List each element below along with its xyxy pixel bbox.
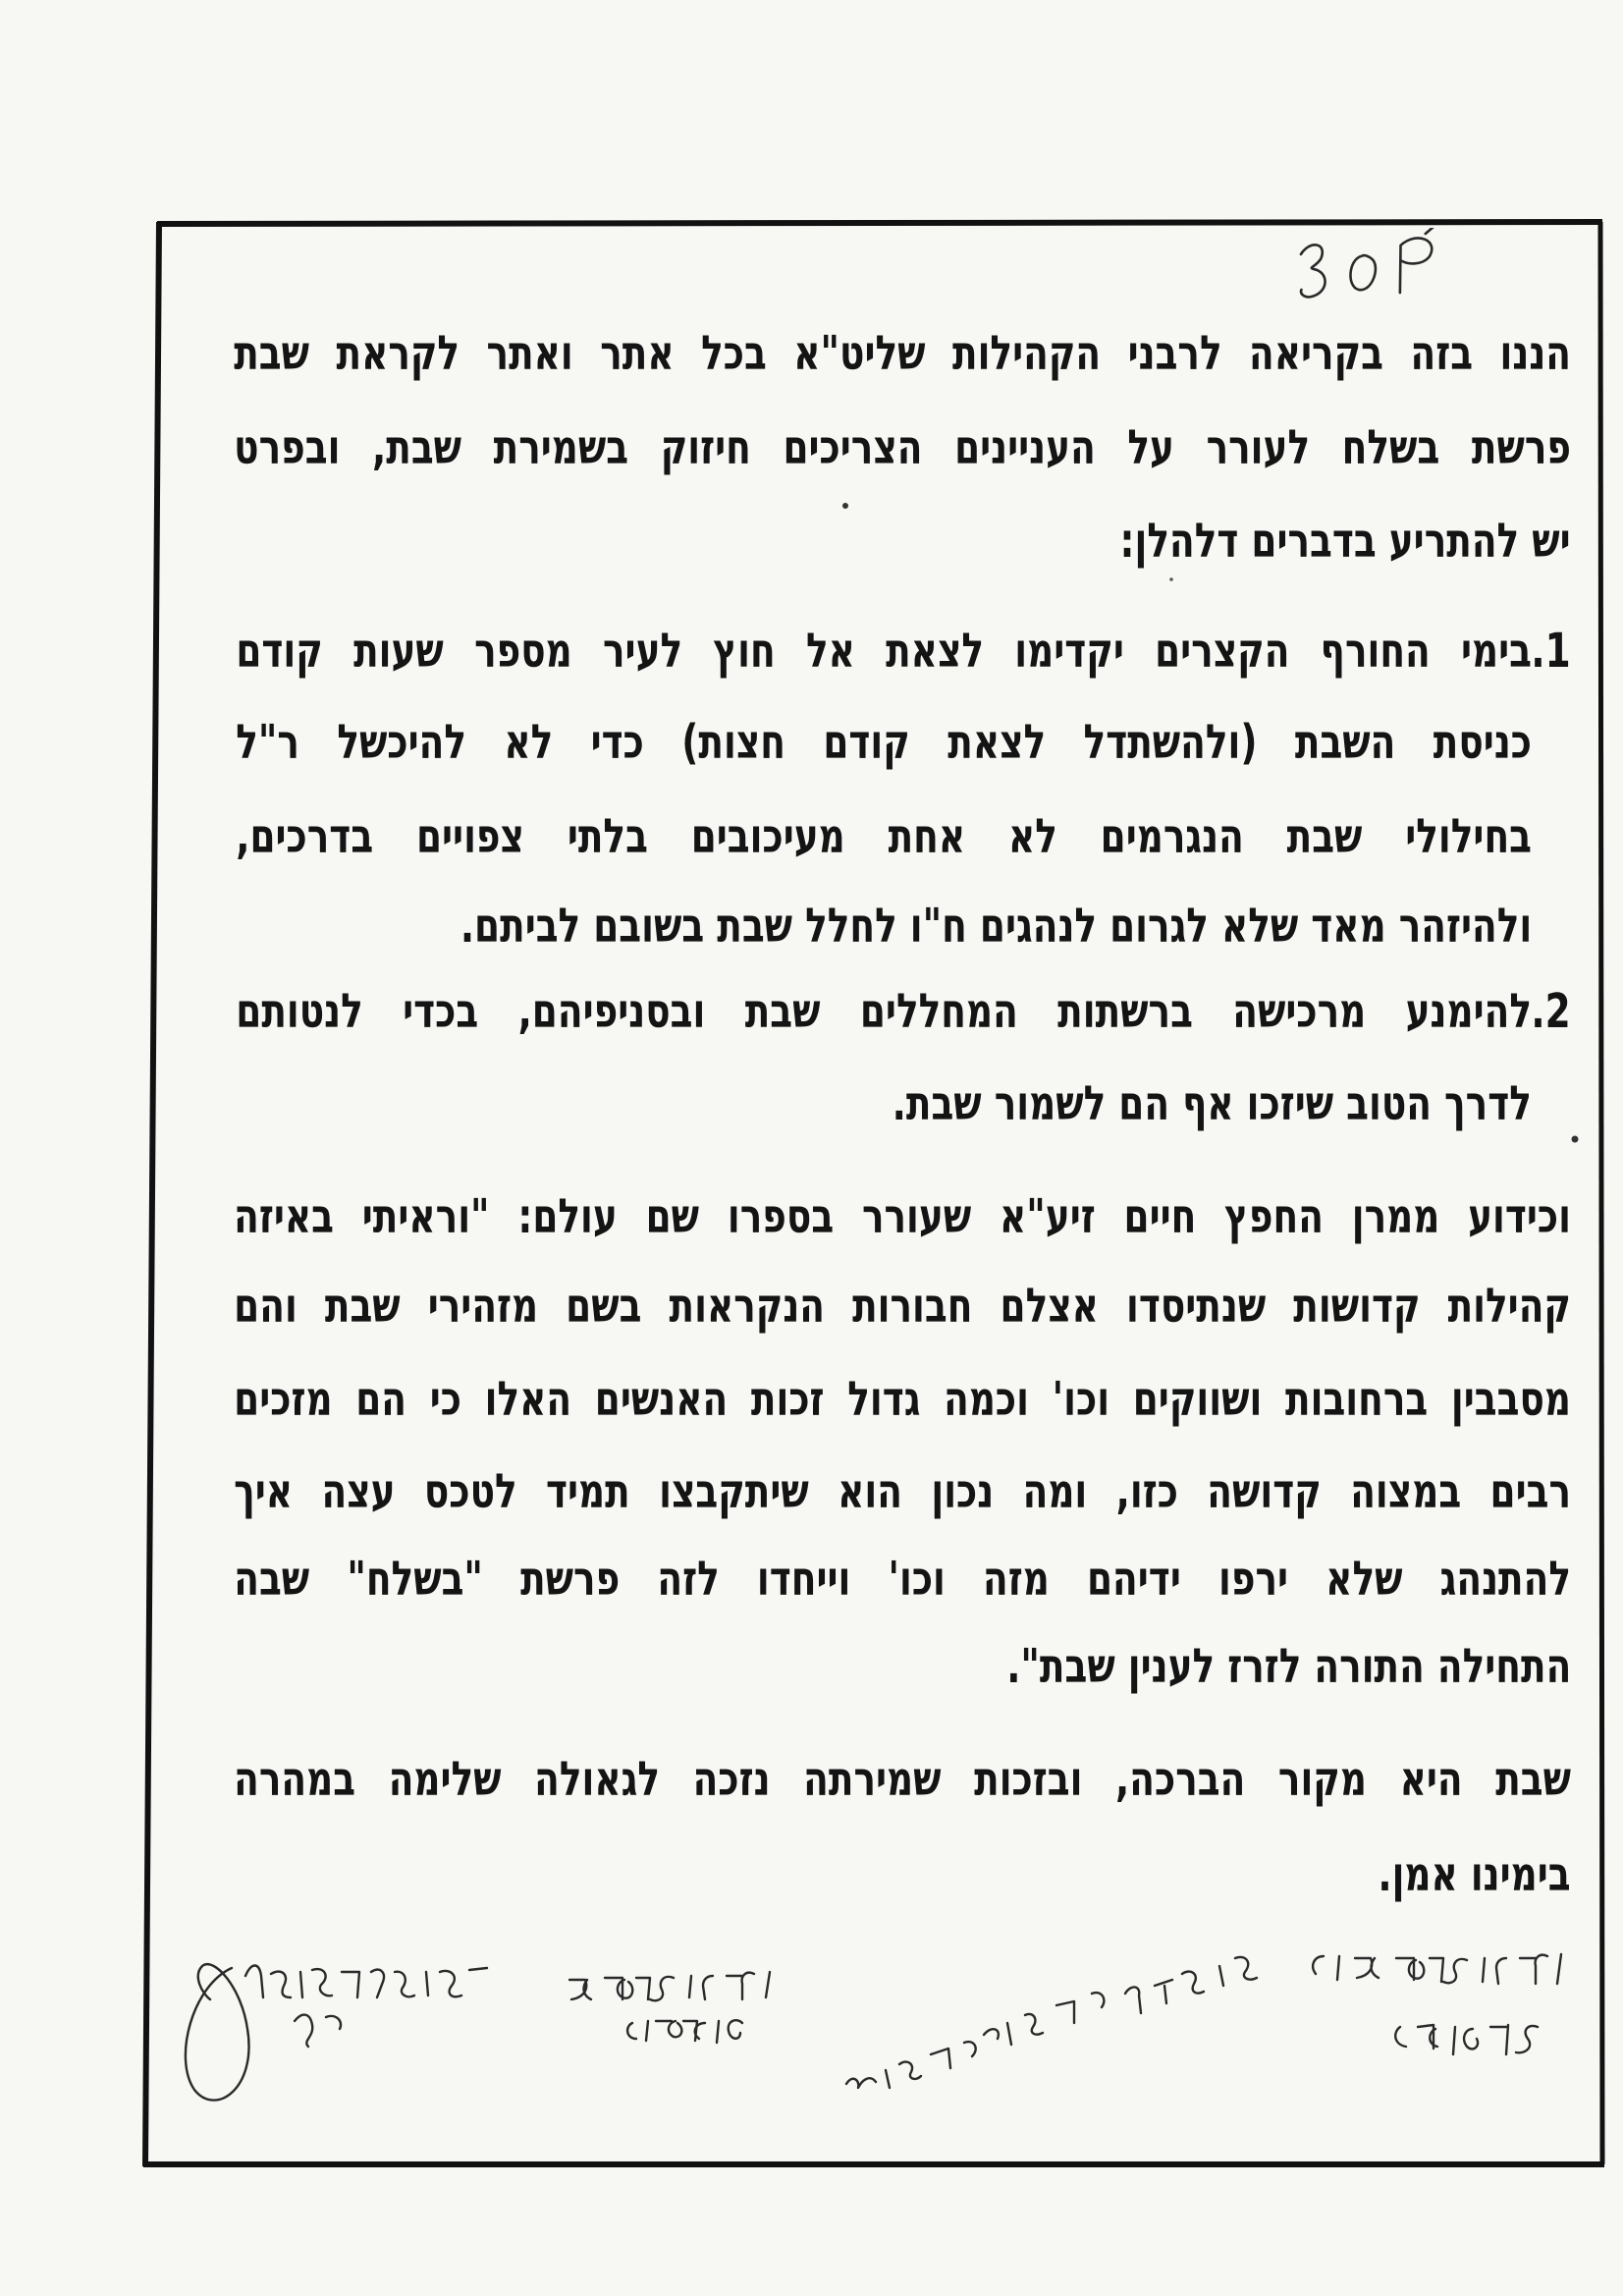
scan-speck: [1169, 577, 1173, 581]
word: החורף: [1320, 624, 1431, 679]
word: בשמירת: [493, 420, 629, 475]
word: לצאת: [947, 715, 1047, 770]
word: קהילות: [1447, 1279, 1571, 1334]
item-line: ולהיזהר מאד שלא לגרום לנהגים ח"ו לחלל שבת בשובם לביתם.: [460, 899, 1532, 954]
word: והם: [234, 1279, 298, 1334]
word: שם: [645, 1189, 700, 1244]
word: וכו': [888, 1552, 946, 1607]
closing-line: בימינו אמן.: [1378, 1847, 1571, 1902]
word: שבת: [324, 1279, 401, 1334]
word: נזכה: [692, 1752, 771, 1807]
item-line: [236, 622, 1532, 681]
word: לעורר: [1206, 420, 1311, 475]
word: קדושות: [1293, 1279, 1421, 1334]
word: לא: [504, 715, 554, 770]
item-line: [236, 807, 1532, 866]
frame-left-border: [145, 222, 159, 2166]
closing-line: [234, 1750, 1571, 1809]
word: ברחובות: [1285, 1372, 1429, 1427]
word: וכידוע: [1468, 1189, 1571, 1244]
word: לא: [1007, 809, 1057, 864]
word: איך: [234, 1464, 294, 1519]
intro-line: [234, 418, 1571, 477]
word: שבה: [234, 1552, 310, 1607]
quote-line: [234, 1370, 1571, 1429]
word: בחילולי: [1405, 809, 1532, 864]
word: הם: [355, 1372, 407, 1427]
word: שעות: [353, 624, 444, 679]
word: בקריאה: [1249, 326, 1384, 381]
word: (ולהשתדל: [1083, 715, 1258, 770]
word: ומה: [1022, 1464, 1088, 1519]
word: שבת: [1495, 1752, 1571, 1807]
word: קדושה: [1207, 1464, 1322, 1519]
frame-top-border: [157, 222, 1602, 224]
frame-right-border: [1600, 222, 1602, 2164]
word: מעיכובים: [690, 809, 845, 864]
word: חצות): [681, 715, 785, 770]
word: נכון: [931, 1464, 995, 1519]
word: במצוה: [1350, 1464, 1462, 1519]
word: צפויים: [415, 809, 525, 864]
word: מסבבין: [1450, 1372, 1571, 1427]
word: הקהילות: [951, 326, 1102, 381]
word: על: [1127, 420, 1174, 475]
word: בכל: [701, 326, 767, 381]
word: וייחדו: [756, 1552, 851, 1607]
list-item-2: [234, 977, 1571, 1139]
word: לצאת: [886, 624, 985, 679]
word: כי: [429, 1372, 461, 1427]
word: לגאולה: [534, 1752, 661, 1807]
word: בדרכים,: [236, 809, 374, 864]
word: בזה: [1410, 326, 1474, 381]
word: החפץ: [1224, 1189, 1324, 1244]
quote-line: [234, 1277, 1571, 1336]
word: מרכישה: [1232, 984, 1367, 1039]
word: להימנע: [1405, 984, 1532, 1039]
word: כניסת: [1433, 715, 1532, 770]
word: פרשת: [520, 1552, 621, 1607]
word: האלו: [484, 1372, 572, 1427]
word: ברשתות: [1057, 984, 1193, 1039]
word: שיתקבצו: [659, 1464, 809, 1519]
word: קודם: [236, 624, 323, 679]
word: וכמה: [944, 1372, 1029, 1427]
word: וכו': [1052, 1372, 1110, 1427]
word: ובפרט: [234, 420, 341, 475]
word: פרשת: [1471, 420, 1571, 475]
word: שנתיסדו: [1125, 1279, 1267, 1334]
word: ושווקים: [1132, 1372, 1263, 1427]
word: אתר: [600, 326, 675, 381]
word: ירפו: [1217, 1552, 1289, 1607]
word: חיים: [1123, 1189, 1197, 1244]
word: לעיר: [603, 624, 683, 679]
item-line: [236, 713, 1532, 772]
word: הברכה,: [1115, 1752, 1246, 1807]
word: הקצרים: [1155, 624, 1290, 679]
word: "בשלח": [347, 1552, 483, 1607]
word: שמירתה: [803, 1752, 942, 1807]
word: השבת: [1294, 715, 1396, 770]
intro-paragraph: [234, 319, 1571, 574]
item-line: [236, 982, 1532, 1041]
word: במהרה: [234, 1752, 356, 1807]
word: העניינים: [954, 420, 1096, 475]
word: ר"ל: [236, 715, 299, 770]
word: רבים: [1489, 1464, 1571, 1519]
word: שבת: [744, 984, 821, 1039]
word: מזכים: [234, 1372, 333, 1427]
word: מקור: [1277, 1752, 1367, 1807]
word: לטכס: [423, 1464, 517, 1519]
word: הנקראות: [669, 1279, 826, 1334]
intro-line: [234, 324, 1571, 383]
word: חבורות: [852, 1279, 973, 1334]
word: כדי: [590, 715, 644, 770]
word: בשם: [566, 1279, 642, 1334]
word: ובסניפיהם,: [517, 984, 706, 1039]
intro-line: יש להתריע בדברים דלהלן:: [1119, 514, 1571, 569]
word: גדול: [847, 1372, 921, 1427]
word: "וראיתי: [361, 1189, 490, 1244]
word: מזה: [983, 1552, 1050, 1607]
quote-line: התחילה התורה לזרז לענין שבת".: [1005, 1639, 1571, 1694]
quote-paragraph: [234, 1182, 1571, 1703]
word: אחת: [888, 809, 966, 864]
word: תמיד: [546, 1464, 630, 1519]
word: חוץ: [713, 624, 776, 679]
word: בספרו: [727, 1189, 835, 1244]
word: באיזה: [234, 1189, 334, 1244]
word: עצה: [321, 1464, 396, 1519]
word: זכות: [750, 1372, 825, 1427]
quote-line: [234, 1462, 1571, 1521]
word: היא: [1399, 1752, 1463, 1807]
quote-line: [234, 1550, 1571, 1609]
word: לנטותם: [236, 984, 363, 1039]
word: להתנהג: [1439, 1552, 1571, 1607]
word: בכדי: [403, 984, 479, 1039]
word: ואתר: [486, 326, 573, 381]
word: עולם:: [517, 1189, 618, 1244]
word: שלימה: [388, 1752, 502, 1807]
word: זיע"א: [999, 1189, 1096, 1244]
word: בלתי: [567, 809, 648, 864]
word: בימי: [1461, 624, 1532, 679]
word: שבת: [234, 326, 310, 381]
word: שליט"א: [793, 326, 926, 381]
scan-speck: [1572, 1136, 1579, 1143]
word: לרבני: [1127, 326, 1222, 381]
handwritten-page-number: [1292, 228, 1449, 306]
word: להיכשל: [337, 715, 466, 770]
word: המחללים: [859, 984, 1018, 1039]
signature-2: [569, 1972, 770, 2043]
word: אצלם: [1000, 1279, 1099, 1334]
item-line: לדרך הטוב שיזכו אף הם לשמור שבת.: [892, 1076, 1532, 1131]
word: ובזכות: [974, 1752, 1083, 1807]
word: כזו,: [1115, 1464, 1178, 1519]
word: הננו: [1499, 326, 1571, 381]
list-item-1: [234, 617, 1571, 960]
signature-4: [1313, 1954, 1561, 2054]
word: לזה: [657, 1552, 720, 1607]
word: בשלח: [1341, 420, 1440, 475]
word: שלא: [1325, 1552, 1403, 1607]
word: הנגרמים: [1100, 809, 1244, 864]
word: הוא: [838, 1464, 902, 1519]
word: ידיהם: [1086, 1552, 1181, 1607]
signature-3: [846, 1957, 1257, 2088]
word: מספר: [474, 624, 572, 679]
signature-1: [186, 1964, 487, 2100]
word: לקראת: [336, 326, 460, 381]
word: שעורר: [861, 1189, 972, 1244]
word: אל: [805, 624, 855, 679]
word: הצריכים: [783, 420, 923, 475]
item-number: 2.: [1531, 984, 1571, 1039]
word: מזהירי: [427, 1279, 539, 1334]
word: שבת: [1286, 809, 1363, 864]
word: ממרן: [1351, 1189, 1440, 1244]
quote-line: [234, 1187, 1571, 1246]
word: האנשים: [594, 1372, 729, 1427]
word: חיזוק: [660, 420, 751, 475]
item-number: 1.: [1531, 624, 1571, 679]
word: קודם: [823, 715, 910, 770]
closing-paragraph: [234, 1745, 1571, 1912]
word: שבת,: [372, 420, 462, 475]
word: יקדימו: [1014, 624, 1124, 679]
